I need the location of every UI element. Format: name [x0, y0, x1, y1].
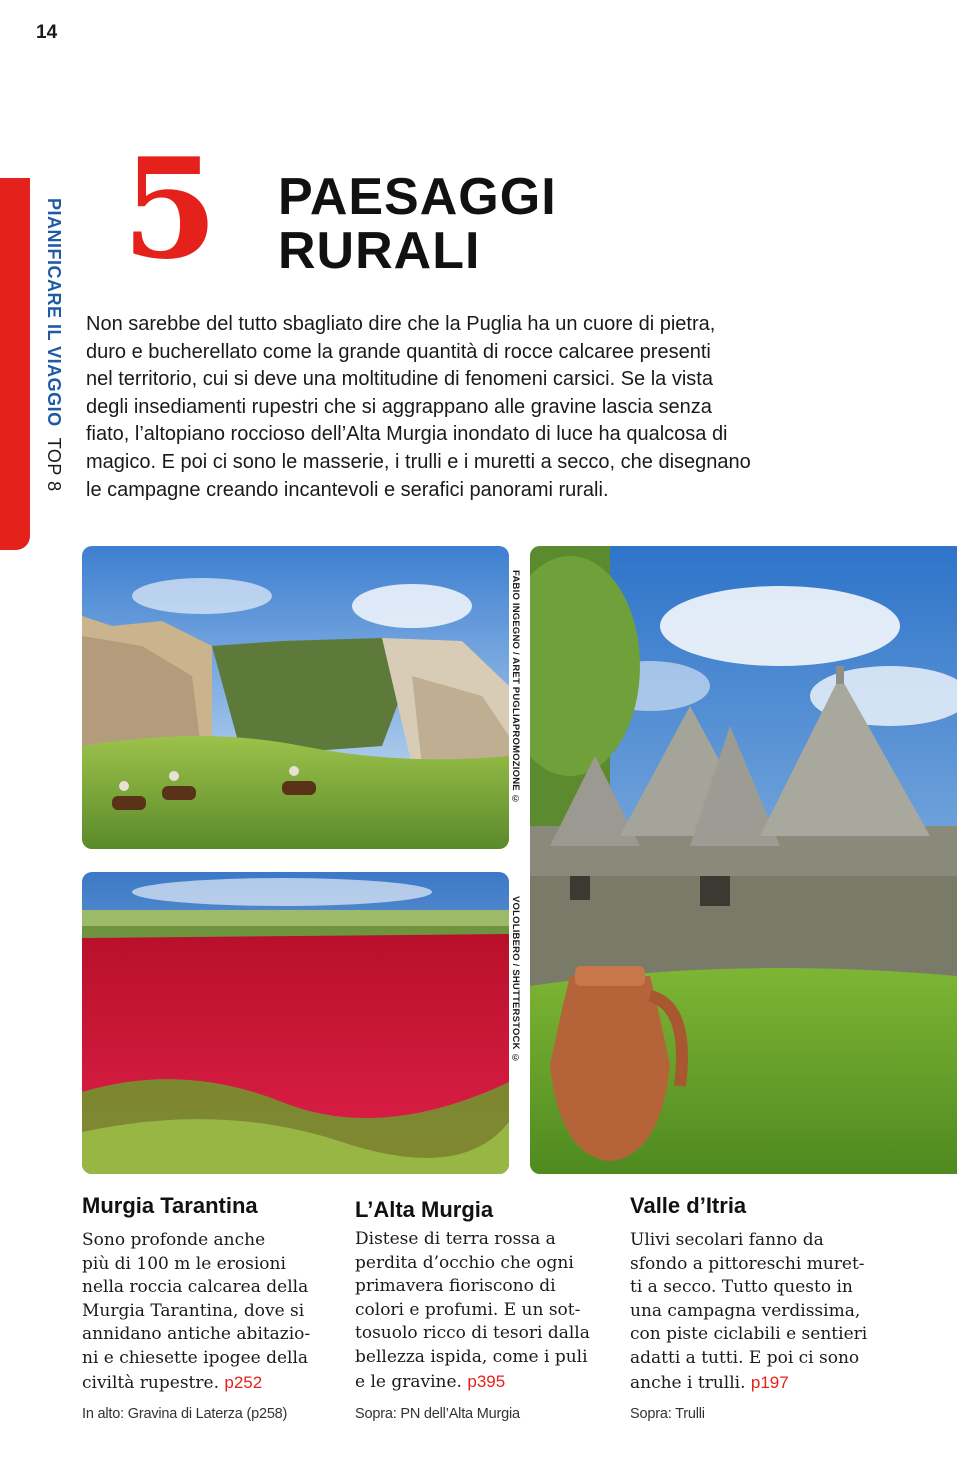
feature-column-murgia-tarantina: [82, 1192, 327, 1395]
column-title: L’Alta Murgia: [355, 1197, 494, 1222]
column-text: Sono profonde anche più di 100 m le erosioni nella roccia calcarea della Murgia Tarantina, dove si annidano antiche abitazio- ni e chiesette ipogee della civiltà rupestre. p252: [82, 1230, 311, 1393]
red-flower-field-photo: [82, 872, 509, 1174]
photo-credit-top: FABIO INGEGNO / ARET PUGLIAPROMOZIONE ©: [510, 570, 521, 805]
page-number: 14: [36, 22, 58, 43]
feature-column-valle-ditria: [630, 1192, 875, 1395]
feature-title-line1: PAESAGGI: [278, 168, 557, 226]
photo-caption: Sopra: Trulli: [630, 1406, 705, 1422]
page-reference-link[interactable]: p395: [467, 1371, 506, 1391]
column-title: Valle d’Itria: [630, 1193, 747, 1218]
feature-title: [278, 170, 557, 278]
section-label: [40, 198, 64, 538]
column-text: Ulivi secolari fanno da sfondo a pittoreschi muret- ti a secco. Tutto questo in una campagna verdissima, con piste ciclabili e sentieri adatti a tutti. E poi ci sono anche i trulli. p197: [630, 1230, 868, 1393]
page-reference-link[interactable]: p252: [224, 1372, 263, 1392]
section-label-sub: TOP 8: [44, 437, 64, 492]
trulli-with-terracotta-jug-photo: [530, 546, 957, 1174]
page-reference-link[interactable]: p197: [750, 1372, 789, 1392]
section-tab-marker: [0, 178, 30, 550]
section-label-main: PIANIFICARE IL VIAGGIO: [44, 198, 64, 427]
canyon-with-horse-riders-photo: [82, 546, 509, 849]
column-title: Murgia Tarantina: [82, 1193, 258, 1218]
column-text: Distese di terra rossa a perdita d’occhio che ogni primavera fioriscono di colori e profumi. E un sot- tosuolo ricco di tesori dalla bellezza ispida, come i puli e le gravine. p395: [355, 1229, 590, 1392]
photo-caption: Sopra: PN dell’Alta Murgia: [355, 1406, 520, 1422]
photo-caption: In alto: Gravina di Laterza (p258): [82, 1406, 288, 1422]
intro-paragraph: Non sarebbe del tutto sbagliato dire che la Puglia ha un cuore di pietra, duro e bucherellato come la grande quantità di rocce calcaree presenti nel territorio, cui si deve una moltitudine di fenomeni carsici. Se la vista degli insediamenti rupestri che si aggrappano alle gravine lascia senza fiato, l’altopiano roccioso dell’Alta Murgia inondato di luce ha qualcosa di magico. E poi ci sono le masserie, i trulli e i muretti a secco, che disegnano le campagne creando incantevoli e serafici panorami rurali.: [86, 313, 751, 501]
feature-number: 5: [122, 127, 219, 290]
photo-credit-bottom: VOLOLIBERO / SHUTTERSTOCK ©: [510, 896, 521, 1064]
feature-column-alta-murgia: [355, 1192, 600, 1394]
feature-title-line2: RURALI: [278, 222, 481, 280]
